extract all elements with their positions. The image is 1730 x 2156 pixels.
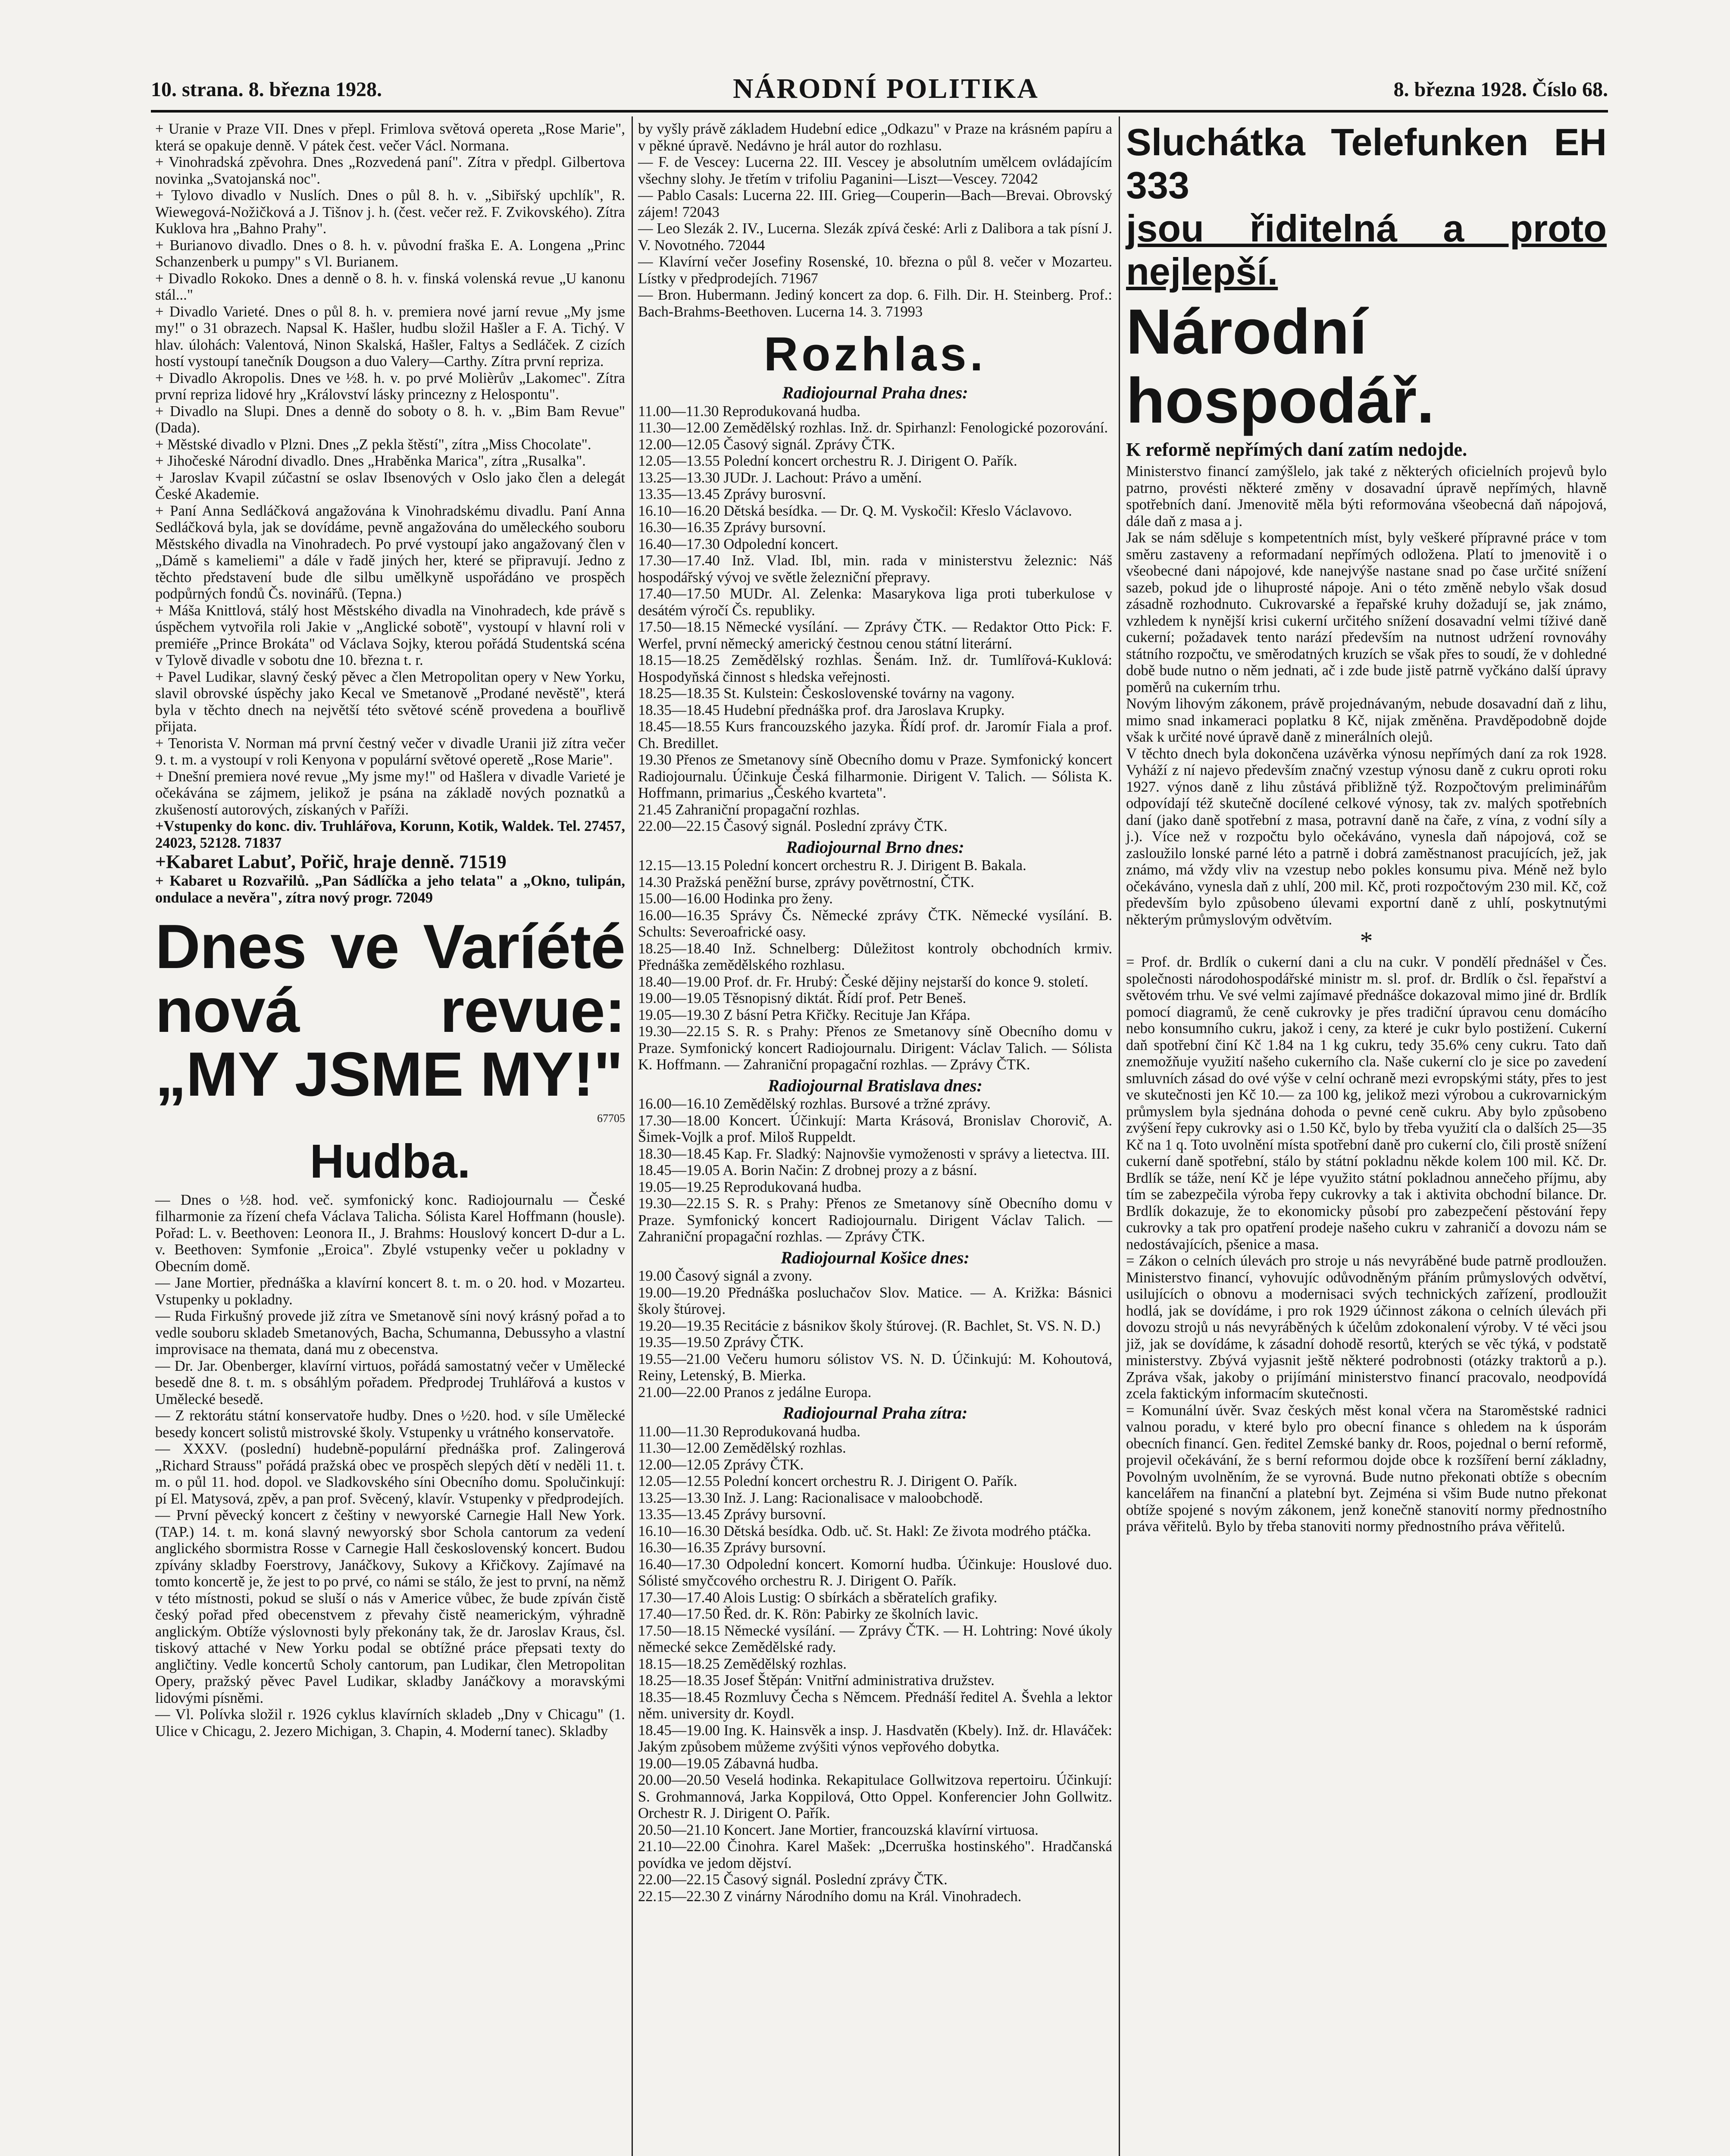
radio-program-line: 22.00—22.15 Časový signál. Poslední zprávy ČTK.	[638, 1871, 948, 1888]
news-item: + Pavel Ludikar, slavný český pěvec a člen Metropolitan opery v New Yorku, slavil obrovské úspěchy jako Kecal ve Smetanově „Prodané nevěstě", která byla v těchto dnech na největší této světové scéně provedena a bouřlivě přijata.	[155, 668, 625, 735]
radio-program-line: 12.00—12.05 Časový signál. Zprávy ČTK.	[638, 436, 895, 453]
news-item: + Vinohradská zpěvohra. Dnes „Rozvedená paní". Zítra v předpl. Gilbertova novinka „Svatojanská noc".	[155, 154, 625, 187]
header-rule	[151, 110, 1608, 113]
radio-program-line: 17.40—17.50 Řed. dr. K. Rön: Pabirky ze školních lavic.	[638, 1606, 979, 1622]
news-item: + Dnešní premiera nové revue „My jsme my!" od Hašlera v divadle Varieté je očekávána se zájmem, jelikož je psána na základě nových poznatků a zkušeností autorových, získaných v Paříži.	[155, 768, 625, 818]
column-radio	[638, 121, 1112, 1905]
radio-program-line: 14.30 Pražská peněžní burse, zprávy povětrnostní, ČTK.	[638, 874, 974, 890]
radio-program-line: 19.05—19.30 Z básní Petra Křičky. Recituje Jan Křápa.	[638, 1006, 970, 1023]
radio-program-line: 19.05—19.25 Reprodukovaná hudba.	[638, 1178, 862, 1195]
concert-notice: — Pablo Casals: Lucerna 22. III. Grieg—Couperin—Bach—Brevai. Obrovský zájem! 72043	[638, 187, 1112, 220]
radio-program-line: 17.30—17.40 Inž. Vlad. Ibl, min. rada v ministerstvu železnic: Náš hospodářský vývoj ve světle železniční přepravy.	[638, 552, 1112, 586]
radio-station-heading: Radiojournal Brno dnes:	[786, 837, 964, 857]
news-item: + Divadlo Rokoko. Dnes a denně o 8. h. v. finská volenská revue „U kanonu stál..."	[155, 270, 625, 303]
radio-program-line: 12.05—12.55 Polední koncert orchestru R. J. Dirigent O. Pařík.	[638, 1473, 1017, 1489]
radio-program-line: 18.15—18.25 Zemědělský rozhlas.	[638, 1655, 847, 1672]
music-item: — První pěvecký koncert z češtiny v newyorské Carnegie Hall New York. (TAP.) 14. t. m. koná slavný newyorský sbor Schola cantorum za vedení anglického sbormistra Rosse v Carnegie Hall československý koncert. Budou zpívány skladby Foerstrovy, Janáčkovy, Sukovy a Křičkovy. Zajímavé na tomto koncertě je, že jest to po prvé, co námi se stálo, že jest to první, na němž v této místnosti, pokud se sluší o nás v Americe vůbec, že bude zpíván čistě český pořad před obecenstvem z převahy čistě neamerickým, výhradně anglickým. Obtíže výslovnosti byly překonány tak, že dr. Jaroslav Kraus, čsl. tiskový attaché v New Yorku podal se obtížné práce přepsati texty do angličtiny. Vedle koncertů Scholy cantorum, pan Ludikar, člen Metropolitan Opery, pražský pěvec Pavel Ludikar, skladby Janáčkovy a moravskými lidovými písněmi.	[155, 1507, 625, 1706]
radio-program-line: 18.15—18.25 Zemědělský rozhlas. Šenám. Inž. dr. Tumlířová-Kuklová: Hospodyňská činnost s hledska veřejnosti.	[638, 652, 1112, 685]
news-item: + Tylovo divadlo v Nuslích. Dnes o půl 8. h. v. „Sibiřský upchlík", R. Wiewegová-Nožičková a J. Tišnov j. h. (čest. večer rež. F. Zvikovského). Zítra Kuklova hra „Bahno Prahy".	[155, 187, 625, 237]
radio-program-line: 11.00—11.30 Reprodukovaná hudba.	[638, 1423, 860, 1440]
radio-program-line: 19.00 Časový signál a zvony.	[638, 1268, 813, 1284]
radio-program-line: 19.30 Přenos ze Smetanovy síně Obecního domu v Praze. Symfonický koncert Radiojournalu. Účinkuje Česká filharmonie. Dirigent V. Talich. — Sólista K. Hoffmann, primarius „Českého kvarteta".	[638, 752, 1112, 801]
radio-program-line: 17.30—17.40 Alois Lustig: O sbírkách a sběratelích grafiky.	[638, 1589, 998, 1606]
music-item: — Vl. Polívka složil r. 1926 cyklus klavírních skladeb „Dny v Chicagu" (1. Ulice v Chicagu, 2. Jezero Michigan, 3. Chapin, 4. Moderní tanec). Skladby	[155, 1706, 625, 1739]
radio-program-line: 18.40—19.00 Prof. dr. Fr. Hrubý: České dějiny nejstarší do konce 9. století.	[638, 973, 1089, 990]
section-heading-economy: Národní hospodář.	[1126, 296, 1435, 436]
page-header	[151, 69, 1608, 108]
music-item: — Dr. Jar. Obenberger, klavírní virtuos, pořádá samostatný večer v Umělecké besedě dne 8. t. m. s obsáhlým pořadem. Předprodej Truhlářová a kustos v Umělecké besedě.	[155, 1357, 625, 1407]
news-item: + Uranie v Praze VII. Dnes v přepl. Frimlova světová opereta „Rose Marie", která se opakuje denně. V pátek čest. večer Václ. Normana.	[155, 121, 625, 154]
news-item: + Divadlo Varieté. Dnes o půl 8. h. v. premiera nové jarní revue „My jsme my!" o 31 obrazech. Napsal K. Hašler, hudbu složil Hašler a F. A. Tichý. V hlav. úlohách: Valentová, Ninon Skalská, Hašler, Faltys a Sedláček. Z cizích hostí vystoupí tanečník Dougson a duo Valery—Carthy. Zítra první repriza.	[155, 303, 625, 370]
radio-program-line: 19.30—22.15 S. R. s Prahy: Přenos ze Smetanovy síně Obecního domu v Praze. Symfonický koncert Radiojournalu. Dirigent Václav Talich. — Zahraniční propagační rozhlas. — Zprávy ČTK.	[638, 1195, 1112, 1245]
article-paragraph: Jak se nám sděluje s kompetentních míst, byly veškeré přípravné práce v tom směru zastaveny a reformadaní nepřímých odložena. Platí to jmenovitě i o všeobecné dani nápojové, kde nanejvýše nastane snad po čase určité snížení sazeb, pokud jde o lihuprosté nápoje. Ani o této změně nebylo však dosud zásadně rozhodnuto. Cukrovarské a řepařské kruhy dožadují se, jak známo, vzhledem k nynější krisi cukerní určitého snížení dosavadní velmi tíživé daně cukerní; požadavek tento narází především na nutnost udržení rovnováhy státního rozpočtu, ve směrodatných kruzích se však přes to soudí, že v dohledné době bude nutno o něm jednati, ač i zde bude jistě patrně vyčkáno další úpravy poměrů na cukerním trhu.	[1126, 530, 1607, 696]
radio-program-line: 19.55—21.00 Večeru humoru sólistov VS. N. D. Účinkujú: M. Kohoutová, Reiny, Letenský, B. Mierka.	[638, 1351, 1112, 1384]
radio-program-line: 12.00—12.05 Zprávy ČTK.	[638, 1456, 804, 1473]
radio-program-line: 19.00—19.05 Zábavná hudba.	[638, 1755, 819, 1772]
radio-program-line: 17.30—18.00 Koncert. Účinkují: Marta Krásová, Bronislav Chorovič, A. Šimek-Vojlk a prof. Miloš Ruppeldt.	[638, 1112, 1112, 1145]
radio-program-line: 16.10—16.30 Dětská besídka. Odb. uč. St. Hakl: Ze života modrého ptáčka.	[638, 1523, 1092, 1539]
concert-notice: — F. de Vescey: Lucerna 22. III. Vescey je absolutním umělcem ovládajícím všechny slohy. Je třetím v trifoliu Paganini—Liszt—Vescey. 72042	[638, 154, 1112, 187]
music-item: by vyšly právě základem Hudební edice „Odkazu" v Praze na krásném papíru a v pěkné úpravě. Nedávno je hrál autor do rozhlasu.	[638, 121, 1112, 154]
article-paragraph: = Komunální úvěr. Svaz českých měst konal včera na Staroměstské radnici valnou poradu, v které bylo pro obecní finance s ohledem na k úsporám obecních financí. Gen. ředitel Zemské banky dr. Roos, pojednal o berní reformě, projevil očekávání, že s berní reformou dojde obce k rozšíření berní základny, Povolným uvolněním, že se vyrovná. Bude nutno překonati obtíže s obecním kancelářem na finanční a platební byt. Zejména si všim Bude nutno překonat obtíže spojené s novým zákonem, jenž konečně stanovití normy přednostního práva věřitelů. Bylo by třeba stanoviti normy přednostního práva věřitelů.	[1126, 1402, 1607, 1535]
concert-notice: — Klavírní večer Josefiny Rosenské, 10. března o půl 8. večer v Mozarteu. Lístky v předprodejích. 71967	[638, 254, 1112, 287]
article-paragraph: Novým lihovým zákonem, právě projednávaným, nebude dosavadní daň z lihu, mimo snad inkameraci poplatku 8 Kč, nijak změněna. Pravděpodobně dojde však k určité nové úpravě daně z minerálních olejů.	[1126, 696, 1607, 745]
radio-program-line: 18.30—18.45 Kap. Fr. Sladký: Najnovšie vymoženosti v správy a lietectva. III.	[638, 1145, 1110, 1162]
article-paragraph: Ministerstvo financí zamýšlelo, jak také z některých oficielních projevů bylo patrno, provésti některé změny v dosavadní úpravě nepřímých, hlavně spotřebních daní. Jmenovitě měla býti reformována všeobecná daň nápojová, dále daň z masa a j.	[1126, 463, 1607, 530]
column-economy	[1126, 121, 1607, 1535]
radio-program-line: 18.25—18.35 St. Kulstein: Československé továrny na vagony.	[638, 685, 1015, 702]
separator-asterisk: *	[1360, 927, 1373, 955]
masthead: NÁRODNÍ POLITIKA	[733, 73, 1039, 104]
radio-program-line: 20.50—21.10 Koncert. Jane Mortier, francouzská klavírní virtuosa.	[638, 1821, 1039, 1838]
news-item: + Divadlo na Slupi. Dnes a denně do soboty o 8. h. v. „Bim Bam Revue" (Dada).	[155, 403, 625, 436]
header-left: 10. strana. 8. března 1928.	[151, 78, 382, 101]
news-item: + Máša Knittlová, stálý host Městského divadla na Vinohradech, kde právě s úspěchem vytvořila roli Jakie v „Anglické sobotě", vystoupí v hlavní roli v premiéře „Prince Brokáta" od Václava Sojky, kterou pořádá Studentská scéna v Tylově divadle v sobotu dne 10. března t. r.	[155, 602, 625, 668]
radio-program-line: 16.40—17.30 Odpolední koncert. Komorní hudba. Účinkuje: Houslové duo. Sólisté smyčcového orchestru R. J. Dirigent O. Pařík.	[638, 1556, 1112, 1589]
column-divider-1	[632, 116, 633, 2156]
radio-program-line: 16.30—16.35 Zprávy bursovní.	[638, 1539, 826, 1556]
column-theatre	[155, 121, 625, 1739]
section-heading-radio: Rozhlas.	[763, 328, 987, 381]
radio-station-heading: Radiojournal Praha dnes:	[782, 383, 968, 402]
radio-program-line: 13.25—13.30 JUDr. J. Lachout: Právo a umění.	[638, 469, 922, 486]
radio-program-line: 18.45—19.05 A. Borin Način: Z drobnej prozy a z básní.	[638, 1162, 977, 1178]
concert-notice: — Leo Slezák 2. IV., Lucerna. Slezák zpívá české: Arli z Dalibora a tak písní J. V. Novotného. 72044	[638, 220, 1112, 254]
news-item: + Jihočeské Národní divadlo. Dnes „Hraběnka Marica", zítra „Rusalka".	[155, 453, 586, 469]
news-item: + Městské divadlo v Plzni. Dnes „Z pekla štěstí", zítra „Miss Chocolate".	[155, 436, 591, 453]
radio-program-line: 22.15—22.30 Z vinárny Národního domu na Král. Vinohradech.	[638, 1888, 1022, 1905]
radio-program-line: 16.30—16.35 Zprávy bursovní.	[638, 519, 826, 536]
news-item: + Paní Anna Sedláčková angažována k Vinohradskému divadlu. Paní Anna Sedláčková byla, jak se dovídáme, pevně angažována do uměleckého souboru Městského divadla na Vinohradech. Po prvé vystoupí jako angažovaný člen v „Dámě s kameliemi" a dále v řadě jiných her, které se připravují. Jedno z těchto představení bude dle silbu umělkyně uspořádáno ve prospěch podpůrných fondů Čs. novinářů. (Tepna.)	[155, 502, 625, 602]
telefunken-advert-line-1: Sluchátka Telefunken EH 333	[1126, 121, 1607, 207]
radio-program-line: 12.15—13.15 Polední koncert orchestru R. J. Dirigent B. Bakala.	[638, 857, 1026, 874]
radio-program-line: 19.30—22.15 S. R. s Prahy: Přenos ze Smetanovy síně Obecního domu v Praze. Symfonický koncert Radiojournalu. Dirigent: Václav Talich. — Sólista K. Hoffmann. — Zahraniční propagační rozhlas. — Zprávy ČTK.	[638, 1023, 1112, 1073]
radio-program-line: 15.00—16.00 Hodinka pro ženy.	[638, 890, 833, 907]
radio-program-line: 19.20—19.35 Recitácie z básnikov školy štúrovej. (R. Bachlet, St. VS. N. D.)	[638, 1317, 1101, 1334]
radio-program-line: 18.35—18.45 Hudební přednáška prof. dra Jaroslava Krupky.	[638, 702, 1005, 718]
music-item: — Jane Mortier, přednáška a klavírní koncert 8. t. m. o 20. hod. v Mozarteu. Vstupenky u pokladny.	[155, 1275, 625, 1308]
radio-program-line: 19.00—19.05 Těsnopisný diktát. Řídí prof. Petr Beneš.	[638, 990, 967, 1006]
column-divider-2	[1119, 116, 1120, 2156]
concert-notice: — Bron. Hubermann. Jediný koncert za dop. 6. Filh. Dir. H. Steinberg. Prof.: Bach-Brahms-Beethoven. Lucerna 14. 3. 71993	[638, 287, 1112, 320]
telefunken-advert-line-2: jsou řiditelná a proto nejlepší.	[1126, 207, 1607, 293]
radio-program-line: 21.00—22.00 Pranos z jedálne Europa.	[638, 1384, 872, 1401]
radio-program-line: 19.35—19.50 Zprávy ČTK.	[638, 1334, 804, 1351]
radio-program-line: 13.35—13.45 Zprávy bursovní.	[638, 1506, 826, 1523]
radio-station-heading: Radiojournal Košice dnes:	[781, 1247, 970, 1267]
radio-program-line: 18.25—18.40 Inž. Schnelberg: Důležitost kontroly obchodních krmiv. Přednáška zemědělského rozhlasu.	[638, 940, 1112, 973]
header-right: 8. března 1928. Číslo 68.	[1393, 78, 1608, 101]
advert-number: 67705	[597, 1112, 625, 1125]
news-item: + Burianovo divadlo. Dnes o 8. h. v. původní fraška E. A. Longena „Princ Schanzenberk u pumpy" s Vl. Burianem.	[155, 237, 625, 270]
radio-program-line: 17.50—18.15 Německé vysílání. — Zprávy ČTK. — H. Lohtring: Nové úkoly německé sekce Zemědělské rady.	[638, 1622, 1112, 1655]
radio-program-line: 18.45—19.00 Ing. K. Hainsvěk a insp. J. Hasdvatěn (Kbely). Inž. dr. Hlaváček: Jakým způsobem můžeme zvýšiti výnos vepřového dobytka.	[638, 1722, 1112, 1755]
music-item: — Z rektorátu státní konservatoře hudby. Dnes o ½20. hod. v síle Umělecké besedy koncert solistů mistrovské školy. Vstupenky u vrátného konservatoře.	[155, 1407, 625, 1441]
radio-program-line: 16.00—16.10 Zemědělský rozhlas. Bursové a tržné zprávy.	[638, 1096, 991, 1112]
article-paragraph: V těchto dnech byla dokončena uzávěrka výnosu nepřímých daní za rok 1928. Vyháží z ní najevo především značný vzestup výnosu daně z cukru oproti roku 1927. výnos daně z lihu zůstává přibližně týž. Rozpočtovým preliminářům odpovídají též skutečně docílené celkové výnosy, tak zv. malých spotřebních daní (jako daně spotřební z masa, potravní daně na čaře, z vína, z vodní síly a j.). Více než v rozpočtu bylo očekáváno, vynesla daň nápojová, což se zasloužilo lonské parné léto a patrně i dobrá zaměstnanost pracujících, jež, jak známo, má vždy vliv na vzestup nebo pokles konsumu piva. Méně než bylo očekáváno, vynesla daň z uhlí, 200 mil. Kč, proti rozpočtovým 230 mil. Kč, což především bylo způsobeno úlevami exportní daně z uhlí, poskytnutými některým průmyslovým odvětvím.	[1126, 745, 1607, 928]
advert-line: +Kabaret Labuť, Pořič, hraje denně. 71519	[155, 851, 507, 872]
radio-program-line: 20.00—20.50 Veselá hodinka. Rekapitulace Gollwitzova repertoiru. Účinkují: S. Grohmannová, Jarka Koppilová, Otto Oppel. Konferencier John Gollwitz. Orchestr R. J. Dirigent O. Pařík.	[638, 1772, 1112, 1821]
radio-program-line: 16.10—16.20 Dětská besídka. — Dr. Q. M. Vyskočil: Křeslo Václavovo.	[638, 502, 1072, 519]
radio-program-line: 13.25—13.30 Inž. J. Lang: Racionalisace v maloobchodě.	[638, 1489, 983, 1506]
radio-program-line: 19.00—19.20 Přednáška posluchačov Slov. Matice. — A. Križka: Básnici školy štúrovej.	[638, 1284, 1112, 1317]
radio-program-line: 21.45 Zahraniční propagační rozhlas.	[638, 801, 860, 818]
radio-program	[638, 385, 1112, 1905]
radio-program-line: 16.40—17.30 Odpolední koncert.	[638, 536, 838, 552]
radio-station-heading: Radiojournal Praha zítra:	[782, 1403, 968, 1423]
advert-line: + Kabaret u Rozvařilů. „Pan Sádlíčka a jeho telata" a „Okno, tulipán, ondulace a nevěra", zítra nový progr. 72049	[155, 873, 625, 906]
news-item: + Jaroslav Kvapil zúčastní se oslav Ibsenových v Oslo jako člen a delegát České Akademie.	[155, 469, 625, 502]
radio-program-line: 17.50—18.15 Německé vysílání. — Zprávy ČTK. — Redaktor Otto Pick: F. Werfel, první německý americký čestnou cenou státní literární.	[638, 619, 1112, 652]
radio-program-line: 11.00—11.30 Reprodukovaná hudba.	[638, 403, 860, 420]
article-paragraph: = Prof. dr. Brdlík o cukerní dani a clu na cukr. V pondělí přednášel v Čes. společnosti národohospodářské ministr m. sl. prof. dr. Brdlík o čsl. řepařství a světovém trhu. Ve své velmi zajímavé přednášce dokazoval mimo jiné dr. Brdlík pomocí diagramů, že ceně cukrovky je přes tradiční úpravou cenu domácího nebo konsumního cukru, jakož i ceny, za které je cukr bylo postižení. Cukerní daň spotřební činí Kč 1.84 na 1 kg cukru, tedy 35.6% ceny cukru. Tato daň znemožňuje využití našeho cukerního cla. Naše cukerní clo je sice po zavedení smluvních zásad do ové výše v celní ochraně mezi evropskými státy, přes to jest ve skutečnosti jen Kč 10.— za 100 kg, jelikož mezi výrobou a cukrovarnickým průmyslem byla sjednána dohoda o pevné ceně cukru. Aby bylo způsobeno zvýšení řepy cukrovky asi o 1.50 Kč, bylo by třeba využití cla o dalších 25—35 Kč na 1 q. Toto uvolnění místa spotřební daně pro cukerní clo, čili prostě snížení cukerní daně spotřební, stálo by státní pokladnu někde kolem 100 mil. Kč. Dr. Brdlík se táže, není Kč je lépe využito státní pokladnou annečeho příjmu, aby tím se zabezpečila výroba řepy cukrovky a tak i aktivita obchodní bilance. Dr. Brdlík dokazuje, že to ekonomicky působí pro zabezpečení pěstování řepy cukrovky a tak pro opatření prodeje našeho cukru v zahraničí a dovozu nám se nedostávajících, pšenice a masa.	[1126, 954, 1607, 1253]
radio-program-line: 22.00—22.15 Časový signál. Poslední zprávy ČTK.	[638, 818, 948, 834]
advert-line: +Vstupenky do konc. div. Truhlářova, Korunn, Kotik, Waldek. Tel. 27457, 24023, 52128. 71837	[155, 818, 625, 851]
radio-program-line: 11.30—12.00 Zemědělský rozhlas. Inž. dr. Spirhanzl: Fenologické pozorování.	[638, 420, 1108, 436]
radio-program-line: 18.45—18.55 Kurs francouzského jazyka. Řídí prof. dr. Jaromír Fiala a prof. Ch. Bredillet.	[638, 718, 1112, 752]
radio-program-line: 12.05—13.55 Polední koncert orchestru R. J. Dirigent O. Pařík.	[638, 453, 1017, 469]
radio-program-line: 17.40—17.50 MUDr. Al. Zelenka: Masarykova liga proti tuberkulose v desátém výročí Čs. republiky.	[638, 586, 1112, 619]
music-item: — XXXV. (poslední) hudebně-populární přednáška prof. Zalingerová „Richard Strauss" pořádá pražská obec ve prospěch slepých dětí v neděli 11. t. m. o půl 11. hod. dopol. ve Sladkovského síni Obecního domu. Spolučinkují: pí El. Matysová, zpěv, a pan prof. Svěcený, klavír. Vstupenky v předprodejích.	[155, 1441, 625, 1507]
radio-program-line: 11.30—12.00 Zemědělský rozhlas.	[638, 1440, 846, 1456]
radio-station-heading: Radiojournal Bratislava dnes:	[768, 1075, 982, 1095]
music-item: — Dnes o ½8. hod. več. symfonický konc. Radiojournalu — České filharmonie za řízení chefa Václava Talicha. Sólista Karel Hoffmann (housle). Pořad: L. v. Beethoven: Leonora II., J. Brahms: Houslový koncert D-dur a L. v. Beethoven: Symfonie „Eroica". Zbylé vstupenky večer u pokladny v Obecním domě.	[155, 1191, 625, 1275]
news-item: + Divadlo Akropolis. Dnes ve ½8. h. v. po prvé Molièrův „Lakomec". Zítra první repriza lidové hry „Království lásky princezny z Helospontu".	[155, 370, 625, 403]
variete-advert: Dnes ve Varíété nová revue: „MY JSME MY!"	[155, 912, 625, 1109]
radio-program-line: 18.35—18.45 Rozmluvy Čecha s Němcem. Přednáší ředitel A. Švehla a lektor něm. university dr. Koydl.	[638, 1689, 1112, 1722]
radio-program-line: 16.00—16.35 Správy Čs. Německé zprávy ČTK. Německé vysílání. B. Schults: Severoafrické oasy.	[638, 907, 1112, 940]
music-item: — Ruda Firkušný provede již zítra ve Smetanově síni nový krásný pořad a to vedle souboru skladeb Smetanových, Bacha, Schumanna, Debussyho a vlastní improvisace na themata, daná mu z obecenstva.	[155, 1308, 625, 1357]
news-item: + Tenorista V. Norman má první čestný večer v divadle Uranii již zítra večer 9. t. m. a vystoupí v roli Kenyona v populární světové operetě „Rose Marie".	[155, 735, 625, 768]
radio-program-line: 18.25—18.35 Josef Štěpán: Vnitřní administrativa družstev.	[638, 1672, 995, 1689]
article-headline: K reformě nepřímých daní zatím nedojde.	[1126, 439, 1467, 460]
article-paragraph: = Zákon o celních úlevách pro stroje u nás nevyráběné bude patrně prodloužen. Ministerstvo financí, vyhovujíc odůvodněným přáním průmyslových odvětví, usilujících o obnovu a modernisaci svých technických zařízení, prodloužit hodlá, jak se dovídáme, i pro rok 1929 účinnost zákona o celních úlevách při dovozu strojů u nás nevyráběných k účelům zdokonalení výroby. V té věci jsou již, jak se dovídáme, k zásadní dohodě resortů, kterých se věc týká, v podstatě ministerstvy. Zbývá vyjasnit ještě některé podrobnosti (otázky traktorů a p.). Zpráva však, jakoby o prijímání ministerstvo financí pracovalo, neodpovídá zcela faktickým informacím skutečnosti.	[1126, 1253, 1607, 1402]
section-heading-music: Hudba.	[310, 1134, 471, 1188]
radio-program-line: 13.35—13.45 Zprávy burosvní.	[638, 486, 826, 502]
radio-program-line: 21.10—22.00 Činohra. Karel Mašek: „Dcerruška hostinského". Hradčanská povídka ve jedom dějství.	[638, 1838, 1112, 1871]
